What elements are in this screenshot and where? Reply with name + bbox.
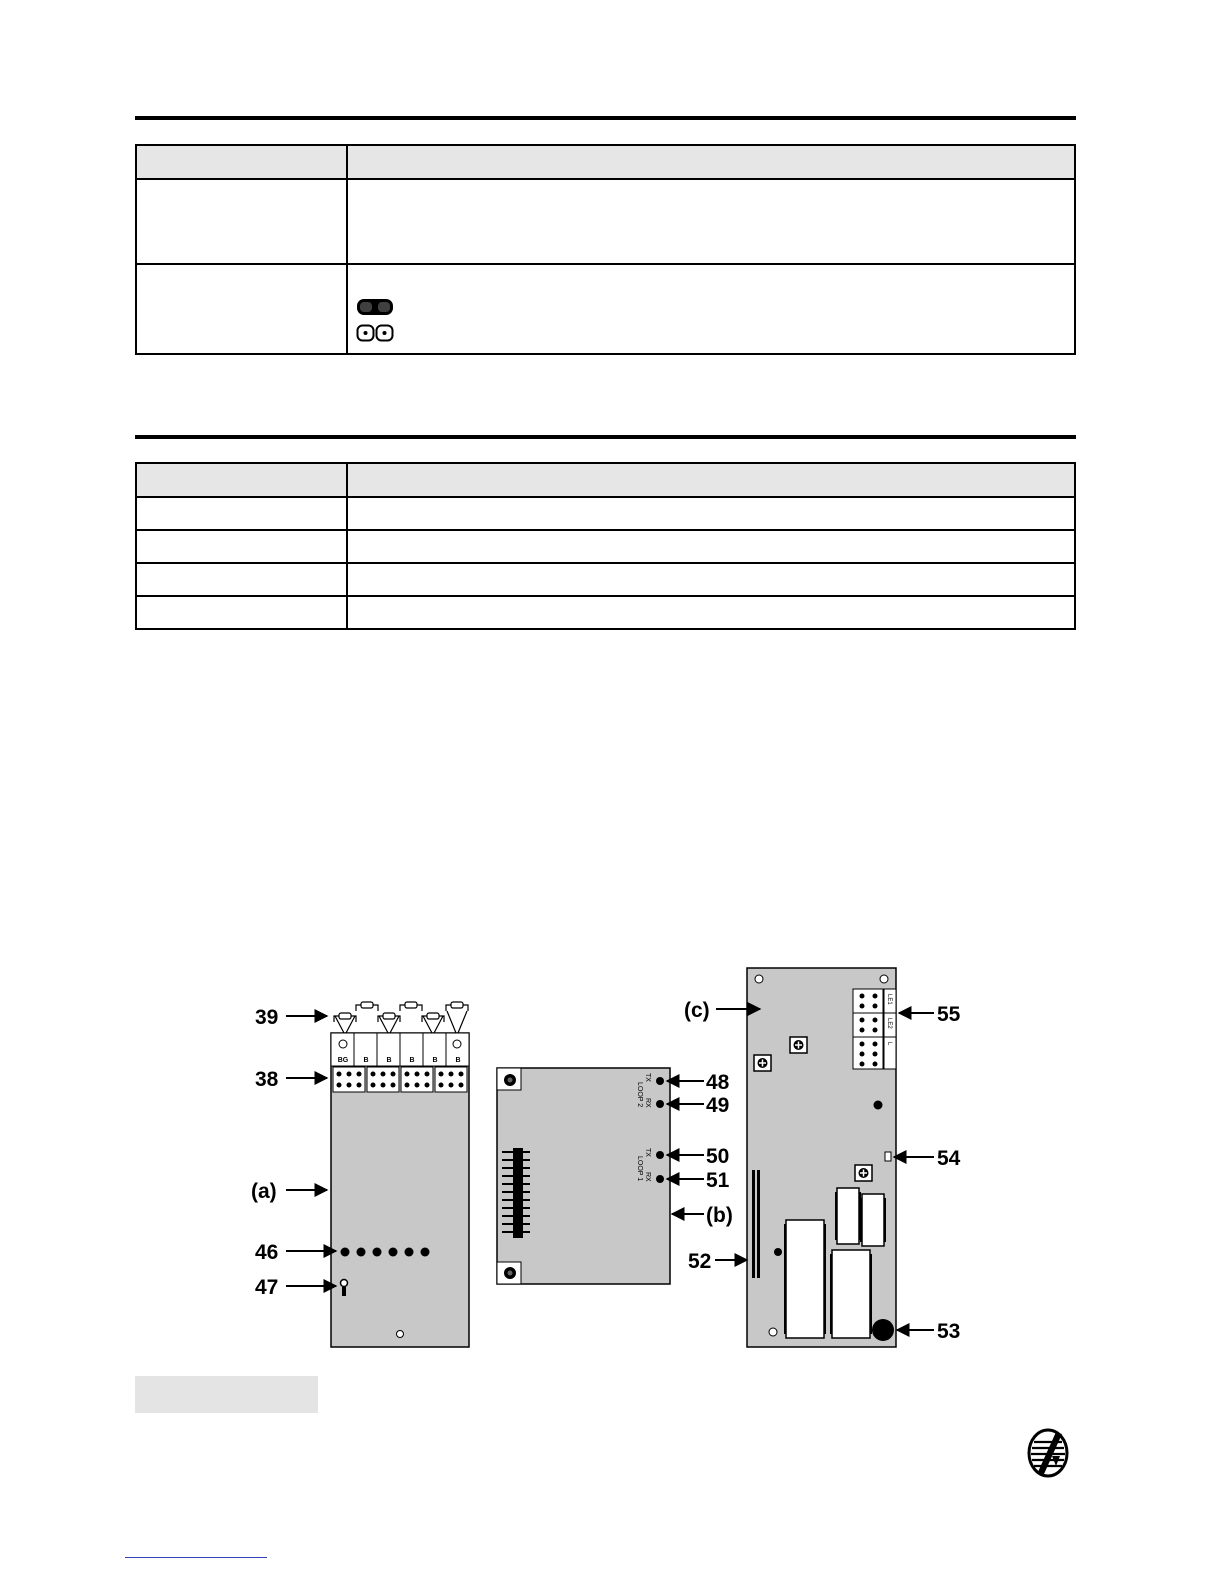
l-label: L [886, 1042, 892, 1046]
board-c [747, 968, 896, 1347]
terminal-label-2: B [363, 1057, 369, 1064]
loop1-label: LOOP 1 [636, 1156, 643, 1182]
callout-c: (c) [684, 999, 710, 1022]
table1-row2-col2 [347, 264, 1075, 354]
company-logo-icon [1026, 1426, 1070, 1480]
table1-row2-col1 [136, 264, 347, 354]
table2-row3-col1 [136, 563, 347, 596]
jumper-open-icon [356, 323, 394, 343]
callout-39: 39 [255, 1006, 279, 1029]
jumper-table [135, 144, 1076, 355]
callout-46: 46 [255, 1241, 279, 1264]
callout-50: 50 [706, 1145, 730, 1168]
board-a [331, 1002, 469, 1347]
callout-55: 55 [937, 1003, 961, 1026]
section-rule-2 [135, 435, 1076, 439]
table2-header-col1 [136, 463, 347, 497]
table2-row4-col2 [347, 596, 1075, 629]
boards-diagram [0, 955, 1224, 1365]
tx-label-loop1: TX [644, 1148, 651, 1157]
callout-51: 51 [706, 1169, 730, 1192]
table2-row4-col1 [136, 596, 347, 629]
table2-row2-col2 [347, 530, 1075, 563]
le2-label: LE2 [886, 1018, 892, 1029]
table2-row3-col2 [347, 563, 1075, 596]
callout-47: 47 [255, 1276, 279, 1299]
board-b [497, 1068, 670, 1284]
table1-row1-col1 [136, 179, 347, 264]
tx-label-loop2: TX [644, 1073, 651, 1082]
table1-header-col1 [136, 145, 347, 179]
rx-label-loop1: RX [644, 1172, 651, 1182]
callout-48: 48 [706, 1071, 730, 1094]
output-terminals [853, 989, 896, 1069]
figure-caption-box [135, 1376, 318, 1413]
table2-row1-col1 [136, 497, 347, 530]
terminal-label-1: BG [337, 1057, 349, 1064]
table2-header-col2 [347, 463, 1075, 497]
section-rule-1 [135, 116, 1076, 120]
callout-a: (a) [251, 1180, 277, 1203]
callout-38: 38 [255, 1068, 279, 1091]
callout-54: 54 [937, 1147, 961, 1170]
jumper-closed-icon [356, 297, 394, 317]
table2-row2-col1 [136, 530, 347, 563]
callout-52: 52 [688, 1250, 712, 1273]
rx-label-loop2: RX [644, 1098, 651, 1108]
resistors [334, 1002, 468, 1033]
table2-row1-col2 [347, 497, 1075, 530]
terminal-label-3: B [386, 1057, 392, 1064]
terminal-label-6: B [455, 1057, 461, 1064]
table1-header-col2 [347, 145, 1075, 179]
buzzer-53 [872, 1319, 894, 1341]
terminal-label-5: B [432, 1057, 438, 1064]
callout-53: 53 [937, 1320, 961, 1343]
table1-row1-col2 [347, 179, 1075, 264]
terminal-label-4: B [409, 1057, 415, 1064]
specs-table [135, 462, 1076, 630]
callout-49: 49 [706, 1094, 730, 1117]
footer-link-underline [125, 1557, 267, 1558]
loop2-label: LOOP 2 [636, 1082, 643, 1108]
le1-label: LE1 [886, 994, 892, 1005]
callout-b: (b) [706, 1204, 733, 1227]
